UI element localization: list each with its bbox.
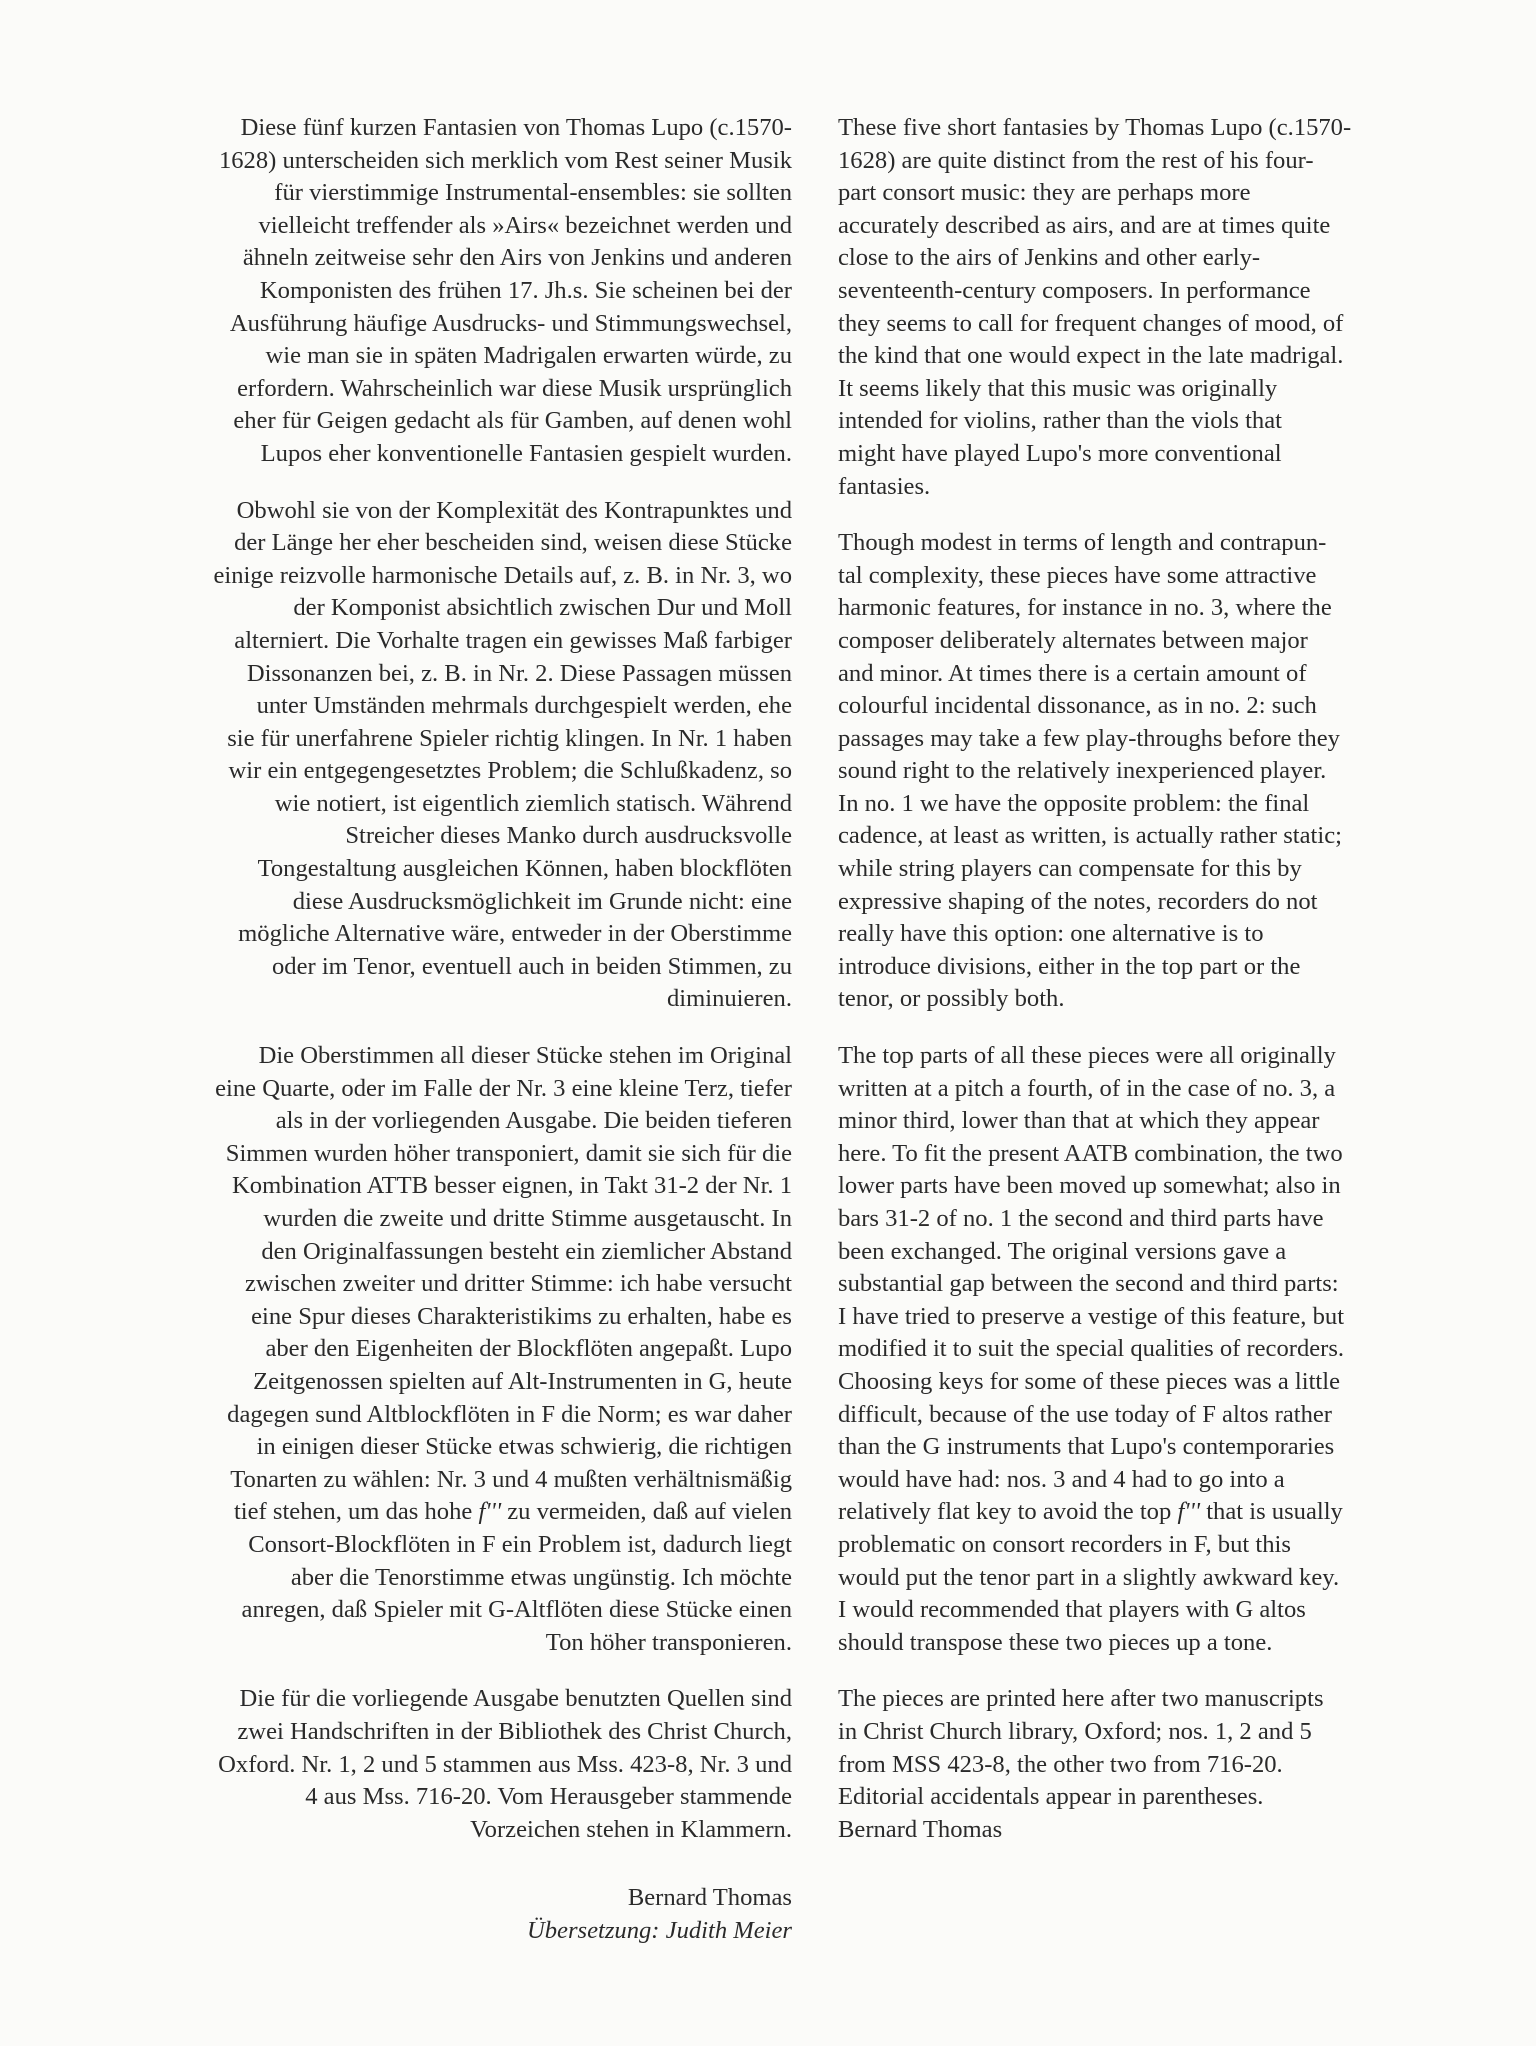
text-line: from MSS 423-8, the other two from 716-20. (838, 1750, 1283, 1778)
text-line: bars 31-2 of no. 1 the second and third parts have (838, 1205, 1324, 1232)
text-line: mögliche Alternative wäre, entweder in der Oberstimme (238, 920, 792, 948)
text-line: seventeenth-century composers. In performance (838, 276, 1311, 304)
text-line: written at a pitch a fourth, of in the case of no. 3, a (838, 1074, 1336, 1102)
text-line: Though modest in terms of length and contrapun- (838, 529, 1327, 557)
text-line: Oxford. Nr. 1, 2 und 5 stammen aus Mss. 423-8, Nr. 3 und (218, 1750, 792, 1778)
text-line: intended for violins, rather than the viols that (838, 407, 1282, 435)
german-paragraph-1 (92, 112, 792, 471)
text-line: difficult, because of the use today of F altos rather (838, 1400, 1333, 1428)
text-line: Komponisten des frühen 17. Jh.s. Sie scheinen bei der (259, 276, 792, 304)
text-line: anregen, daß Spieler mit G-Altflöten diese Stücke einen (241, 1596, 792, 1624)
text-line: 1628) are quite distinct from the rest of his four- (838, 146, 1314, 174)
text-line: aber den Eigenheiten der Blockflöten angepaßt. Lupo (265, 1335, 792, 1363)
text-line: accurately described as airs, and are at times quite (838, 211, 1331, 239)
author-signature: Bernard Thomas (838, 1815, 1003, 1843)
text-line: sie für unerfahrene Spieler richtig klingen. In Nr. 1 haben (227, 724, 792, 752)
text-line: alterniert. Die Vorhalte tragen ein gewisses Maß farbiger (234, 626, 792, 654)
english-paragraph-3 (838, 1040, 1470, 1659)
translator-credit: Übersetzung: Judith Meier (526, 1916, 792, 1944)
text-line: they seems to call for frequent changes of mood, of (838, 309, 1344, 337)
text-line: close to the airs of Jenkins and other early- (838, 244, 1261, 272)
text-line: wurden die zweite und dritte Stimme ausgetauscht. In (263, 1205, 792, 1232)
text-line: Die für die vorliegende Ausgabe benutzten Quellen sind (239, 1685, 792, 1713)
text-line: minor third, lower than that at which they appear (838, 1107, 1320, 1135)
text-line: might have played Lupo's more conventional (838, 439, 1282, 467)
author-signature: Bernard Thomas (627, 1884, 792, 1912)
text-line: zwischen zweiter und dritter Stimme: ich habe versucht (244, 1270, 792, 1298)
text-line: than the G instruments that Lupo's contemporaries (838, 1433, 1335, 1461)
text-line: eine Quarte, oder im Falle der Nr. 3 eine kleine Terz, tiefer (215, 1074, 792, 1102)
text-line: The top parts of all these pieces were all originally (838, 1042, 1336, 1070)
text-line: den Originalfassungen besteht ein ziemlicher Abstand (261, 1237, 792, 1265)
text-line: Ausführung häufige Ausdrucks- und Stimmungswechsel, (229, 309, 792, 337)
text-line: problematic on consort recorders in F, but this (838, 1530, 1291, 1558)
text-line: would put the tenor part in a slightly awkward key. (838, 1563, 1340, 1591)
text-line: 4 aus Mss. 716-20. Vom Herausgeber stammende (305, 1783, 792, 1811)
text-line: 1628) unterscheiden sich merklich vom Rest seiner Musik (218, 146, 792, 174)
text-line: wie notiert, ist eigentlich ziemlich statisch. Während (274, 789, 792, 817)
text-line: in einigen dieser Stücke etwas schwierig, die richtigen (256, 1433, 792, 1461)
text-line: substantial gap between the second and third parts: (838, 1270, 1339, 1298)
text-line: Streicher dieses Manko durch ausdrucksvolle (345, 822, 792, 850)
text-line: Die Oberstimmen all dieser Stücke stehen im Original (258, 1042, 792, 1070)
text-line: sound right to the relatively inexperienced player. (838, 757, 1327, 785)
text-line: eine Spur dieses Charakteristikims zu erhalten, habe es (251, 1302, 792, 1330)
text-line: vielleicht treffender als »Airs« bezeichnet werden und (258, 211, 792, 239)
text-line: fantasies. (838, 472, 931, 500)
text-line: unter Umständen mehrmals durchgespielt werden, ehe (256, 692, 792, 720)
text-line: Consort-Blockflöten in F ein Problem ist, dadurch liegt (248, 1530, 792, 1558)
german-paragraph-3 (92, 1040, 792, 1659)
text-line: Editorial accidentals appear in parentheses. (838, 1783, 1264, 1811)
text-line: Simmen wurden höher transponiert, damit sie sich für die (225, 1139, 792, 1167)
text-line: part consort music: they are perhaps more (838, 179, 1251, 207)
text-line: expressive shaping of the notes, recorders do not (838, 887, 1318, 915)
text-line: would have had: nos. 3 and 4 had to go into a (838, 1465, 1285, 1493)
text-line: diese Ausdrucksmöglichkeit im Grunde nicht: eine (292, 887, 792, 915)
text-line: passages may take a few play-throughs before they (838, 724, 1340, 752)
text-line: als in der vorliegenden Ausgabe. Die beiden tieferen (275, 1107, 792, 1135)
text-line: should transpose these two pieces up a tone. (838, 1628, 1273, 1656)
text-line: been exchanged. The original versions gave a (838, 1237, 1287, 1265)
text-line: Tongestaltung ausgleichen Können, haben blockflöten (257, 855, 792, 883)
text-line: relatively flat key to avoid the top f''' that is usually (838, 1498, 1343, 1526)
text-line: lower parts have been moved up somewhat; also in (838, 1172, 1341, 1200)
text-line: tenor, or possibly both. (838, 985, 1065, 1013)
text-line: Lupos eher konventionelle Fantasien gespielt wurden. (260, 439, 792, 467)
pitch-notation: f''' (1177, 1498, 1201, 1526)
text-line: für vierstimmige Instrumental-ensembles: sie sollten (274, 179, 792, 207)
text-line: Choosing keys for some of these pieces was a little (838, 1367, 1341, 1395)
text-line: Diese fünf kurzen Fantasien von Thomas Lupo (c.1570- (240, 114, 792, 141)
english-paragraph-2 (838, 527, 1470, 1016)
text-line: Kombination ATTB besser eignen, in Takt 31-2 der Nr. 1 (232, 1172, 792, 1200)
text-line: colourful incidental dissonance, as in no. 2: such (838, 692, 1317, 720)
text-line: der Länge her eher bescheiden sind, weisen diese Stücke (234, 529, 792, 557)
text-line: einige reizvolle harmonische Details auf, z. B. in Nr. 3, wo (213, 561, 792, 589)
text-line: the kind that one would expect in the late madrigal. (838, 342, 1344, 370)
text-line: Obwohl sie von der Komplexität des Kontrapunktes und (236, 496, 792, 524)
text-line: cadence, at least as written, is actually rather static; (838, 822, 1342, 850)
text-line: oder im Tenor, eventuell auch in beiden Stimmen, zu (272, 952, 792, 980)
text-line: Dissonanzen bei, z. B. in Nr. 2. Diese Passagen müssen (246, 659, 792, 687)
text-line: wie man sie in späten Madrigalen erwarten würde, zu (265, 342, 792, 370)
german-signature-block (92, 1882, 792, 1947)
text-line: zwei Handschriften in der Bibliothek des Christ Church, (237, 1717, 792, 1745)
text-line: and minor. At times there is a certain amount of (838, 659, 1307, 687)
english-column (838, 112, 1470, 1870)
text-line: der Komponist absichtlich zwischen Dur und Moll (293, 594, 792, 622)
text-line: erfordern. Wahrscheinlich war diese Musik ursprünglich (237, 374, 792, 402)
text-line: modified it to suit the special qualities of recorders. (838, 1335, 1345, 1363)
text-line: dagegen sund Altblockflöten in F die Norm; es war daher (227, 1400, 792, 1428)
text-line: really have this option: one alternative is to (838, 920, 1264, 948)
text-line: tal complexity, these pieces have some attractive (838, 561, 1317, 589)
text-line: here. To fit the present AATB combination, the two (838, 1139, 1343, 1167)
text-line: in Christ Church library, Oxford; nos. 1, 2 and 5 (838, 1717, 1312, 1745)
text-line: wir ein entgegengesetztes Problem; die Schlußkadenz, so (228, 757, 792, 785)
text-line: introduce divisions, either in the top part or the (838, 952, 1301, 980)
text-line: I would recommended that players with G altos (838, 1596, 1306, 1624)
text-line: harmonic features, for instance in no. 3, where the (838, 594, 1332, 622)
text-line: while string players can compensate for this by (838, 855, 1302, 883)
german-paragraph-2 (92, 495, 792, 1017)
text-line: diminuieren. (667, 985, 792, 1013)
text-line: It seems likely that this music was originally (838, 374, 1278, 402)
text-line: In no. 1 we have the opposite problem: the final (838, 789, 1310, 817)
text-line: composer deliberately alternates between major (838, 626, 1308, 654)
text-line: eher für Geigen gedacht als für Gamben, auf denen wohl (233, 407, 792, 435)
english-paragraph-4 (838, 1683, 1470, 1846)
text-line: Ton höher transponieren. (545, 1628, 792, 1656)
pitch-notation: f''' (478, 1498, 502, 1526)
text-line: I have tried to preserve a vestige of this feature, but (838, 1302, 1345, 1330)
text-line: Vorzeichen stehen in Klammern. (470, 1815, 792, 1843)
text-line: The pieces are printed here after two manuscripts (838, 1685, 1324, 1713)
text-line: ähneln zeitweise sehr den Airs von Jenkins und anderen (242, 244, 792, 272)
text-line: These five short fantasies by Thomas Lupo (c.1570- (838, 114, 1352, 141)
text-line: tief stehen, um das hohe f''' zu vermeiden, daß auf vielen (233, 1498, 792, 1526)
english-paragraph-1 (838, 112, 1470, 503)
text-line: Zeitgenossen spielten auf Alt-Instrumenten in G, heute (253, 1367, 792, 1395)
text-line: aber die Tenorstimme etwas ungünstig. Ich möchte (290, 1563, 792, 1591)
text-line: Tonarten zu wählen: Nr. 3 und 4 mußten verhältnismäßig (230, 1465, 792, 1493)
german-paragraph-4 (92, 1683, 792, 1846)
german-column (92, 112, 792, 1947)
